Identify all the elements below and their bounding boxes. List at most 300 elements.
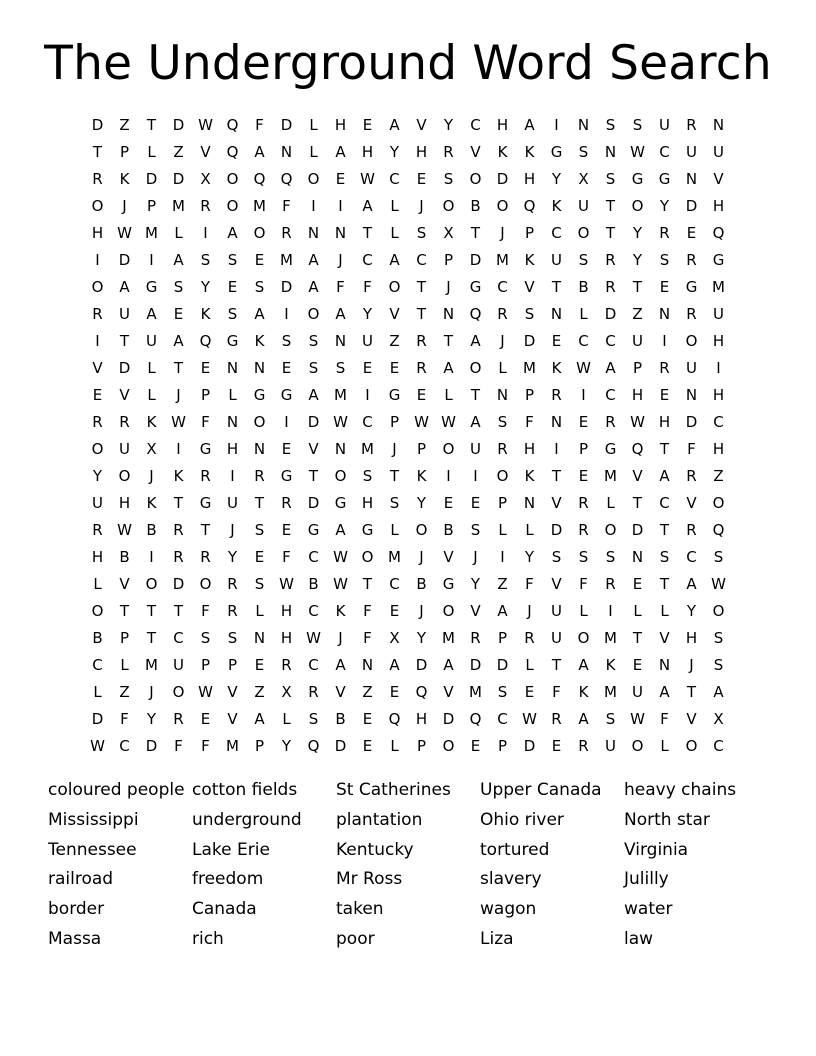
grid-letter: C <box>308 601 319 620</box>
grid-letter: T <box>659 439 670 458</box>
grid-letter: G <box>334 493 347 512</box>
grid-letter: U <box>659 115 670 134</box>
grid-letter: L <box>444 385 453 404</box>
grid-letter: R <box>173 520 184 539</box>
grid-letter: E <box>416 385 427 404</box>
grid-letter: Q <box>631 439 644 458</box>
grid-letter: E <box>227 277 238 296</box>
grid-letter: T <box>443 331 454 350</box>
grid-letter: R <box>173 547 184 566</box>
grid-letter: I <box>662 331 667 350</box>
grid-letter: V <box>686 493 697 512</box>
grid-letter: P <box>227 655 238 674</box>
grid-letter: L <box>660 736 669 755</box>
grid-letter: I <box>284 304 289 323</box>
grid-letter: A <box>308 385 319 404</box>
grid-letter: O <box>685 736 698 755</box>
grid-letter: Q <box>253 169 266 188</box>
grid-letter: H <box>712 196 725 215</box>
grid-letter: Z <box>119 682 130 701</box>
grid-letter: H <box>658 412 671 431</box>
grid-letter: W <box>171 412 186 431</box>
grid-letter: T <box>173 358 184 377</box>
grid-letter: R <box>659 223 670 242</box>
grid-letter: R <box>578 736 589 755</box>
grid-letter: E <box>578 412 589 431</box>
grid-letter: H <box>118 493 131 512</box>
word-list-item: Julilly <box>624 869 669 890</box>
grid-letter: V <box>227 682 238 701</box>
grid-letter: R <box>92 169 103 188</box>
grid-letter: G <box>307 520 320 539</box>
grid-letter: R <box>551 385 562 404</box>
grid-letter: U <box>632 331 643 350</box>
word-list-item: underground <box>192 809 302 830</box>
grid-letter: D <box>172 574 185 593</box>
word-list-item: poor <box>336 928 375 949</box>
grid-letter: E <box>335 169 346 188</box>
grid-letter: Q <box>199 331 212 350</box>
grid-letter: Q <box>523 196 536 215</box>
grid-letter: I <box>203 223 208 242</box>
grid-letter: U <box>551 628 562 647</box>
word-list-item: Ohio river <box>480 809 564 830</box>
grid-letter: K <box>146 493 157 512</box>
grid-letter: S <box>281 331 292 350</box>
grid-letter: P <box>497 736 508 755</box>
grid-letter: Q <box>712 520 725 539</box>
grid-letter: B <box>443 520 454 539</box>
grid-letter: A <box>605 358 616 377</box>
grid-letter: E <box>200 709 211 728</box>
grid-letter: S <box>227 304 238 323</box>
grid-letter: A <box>470 331 481 350</box>
grid-letter: C <box>605 331 616 350</box>
grid-letter: F <box>363 628 372 647</box>
grid-letter: I <box>95 250 100 269</box>
grid-letter: Y <box>389 142 400 161</box>
grid-letter: L <box>309 115 318 134</box>
grid-letter: A <box>119 277 130 296</box>
grid-letter: C <box>551 223 562 242</box>
grid-letter: J <box>500 223 505 242</box>
grid-letter: L <box>147 358 156 377</box>
grid-letter: R <box>686 466 697 485</box>
grid-letter: M <box>469 682 482 701</box>
grid-letter: U <box>686 358 697 377</box>
grid-letter: S <box>713 628 724 647</box>
grid-letter: T <box>659 520 670 539</box>
grid-letter: O <box>145 574 158 593</box>
grid-letter: Z <box>497 574 508 593</box>
grid-letter: Y <box>416 493 427 512</box>
grid-letter: J <box>230 520 235 539</box>
grid-letter: P <box>497 493 508 512</box>
grid-letter: A <box>497 601 508 620</box>
grid-letter: E <box>551 331 562 350</box>
grid-letter: I <box>473 466 478 485</box>
grid-letter: A <box>173 250 184 269</box>
grid-letter: O <box>469 358 482 377</box>
grid-letter: F <box>687 439 696 458</box>
grid-letter: F <box>282 196 291 215</box>
grid-letter: N <box>334 439 347 458</box>
grid-letter: P <box>200 385 211 404</box>
grid-letter: H <box>712 385 725 404</box>
grid-letter: R <box>308 682 319 701</box>
grid-letter: O <box>91 196 104 215</box>
grid-letter: D <box>91 709 104 728</box>
word-list-item: coloured people <box>48 780 185 800</box>
grid-letter: V <box>308 439 319 458</box>
grid-letter: H <box>685 628 698 647</box>
grid-letter: O <box>631 196 644 215</box>
grid-letter: W <box>198 682 213 701</box>
grid-letter: S <box>362 466 373 485</box>
grid-letter: V <box>686 709 697 728</box>
grid-letter: P <box>632 358 643 377</box>
grid-letter: U <box>578 196 589 215</box>
grid-letter: O <box>712 601 725 620</box>
grid-letter: K <box>551 358 562 377</box>
word-list-item: heavy chains <box>624 780 737 800</box>
word-list-item: water <box>624 899 673 920</box>
grid-letter: W <box>441 412 456 431</box>
grid-letter: P <box>146 196 157 215</box>
grid-letter: A <box>659 466 670 485</box>
grid-letter: N <box>685 385 698 404</box>
grid-letter: S <box>605 169 616 188</box>
grid-letter: N <box>226 358 239 377</box>
grid-letter: D <box>334 736 347 755</box>
grid-letter: Q <box>226 142 239 161</box>
grid-letter: L <box>390 196 399 215</box>
grid-letter: J <box>689 655 694 674</box>
grid-letter: Y <box>551 169 562 188</box>
grid-letter: T <box>146 601 157 620</box>
grid-letter: E <box>200 358 211 377</box>
grid-letter: I <box>554 115 559 134</box>
grid-letter: S <box>578 250 589 269</box>
grid-letter: M <box>523 358 536 377</box>
grid-letter: E <box>416 169 427 188</box>
grid-letter: T <box>470 385 481 404</box>
grid-letter: P <box>497 628 508 647</box>
grid-letter: A <box>470 412 481 431</box>
grid-letter: L <box>120 655 129 674</box>
grid-letter: T <box>416 277 427 296</box>
grid-letter: F <box>201 412 210 431</box>
grid-letter: N <box>253 439 266 458</box>
grid-letter: Z <box>173 142 184 161</box>
word-list-item: wagon <box>480 899 537 920</box>
grid-letter: O <box>334 466 347 485</box>
grid-letter: W <box>117 223 132 242</box>
word-list-item: railroad <box>48 869 114 890</box>
grid-letter: F <box>282 547 291 566</box>
grid-letter: A <box>254 142 265 161</box>
grid-letter: T <box>308 466 319 485</box>
grid-letter: E <box>92 385 103 404</box>
grid-letter: A <box>173 331 184 350</box>
grid-letter: P <box>416 736 427 755</box>
grid-letter: Y <box>200 277 211 296</box>
grid-letter: H <box>712 439 725 458</box>
grid-letter: J <box>419 601 424 620</box>
grid-letter: E <box>362 358 373 377</box>
grid-letter: N <box>523 493 536 512</box>
grid-letter: R <box>92 520 103 539</box>
grid-letter: G <box>469 277 482 296</box>
grid-letter: P <box>578 439 589 458</box>
grid-letter: G <box>658 169 671 188</box>
word-list-item: Lake Erie <box>192 839 270 860</box>
grid-letter: R <box>605 574 616 593</box>
grid-letter: I <box>446 466 451 485</box>
grid-letter: N <box>631 547 644 566</box>
grid-letter: H <box>712 331 725 350</box>
grid-letter: A <box>335 520 346 539</box>
grid-letter: D <box>604 304 617 323</box>
grid-letter: I <box>554 439 559 458</box>
grid-letter: C <box>713 412 724 431</box>
grid-letter: Y <box>92 466 103 485</box>
grid-letter: R <box>605 250 616 269</box>
grid-letter: V <box>389 304 400 323</box>
grid-letter: C <box>470 115 481 134</box>
grid-letter: H <box>496 115 509 134</box>
word-list-item: Mississippi <box>48 809 139 830</box>
grid-letter: E <box>389 601 400 620</box>
grid-letter: G <box>145 277 158 296</box>
grid-letter: I <box>500 547 505 566</box>
grid-letter: V <box>416 115 427 134</box>
grid-letter: S <box>578 547 589 566</box>
grid-letter: Q <box>415 682 428 701</box>
grid-letter: V <box>227 709 238 728</box>
grid-letter: C <box>686 547 697 566</box>
grid-letter: C <box>389 574 400 593</box>
grid-letter: R <box>551 709 562 728</box>
grid-letter: O <box>685 331 698 350</box>
grid-letter: D <box>280 277 293 296</box>
grid-letter: C <box>119 736 130 755</box>
word-list-item: freedom <box>192 869 264 890</box>
grid-letter: S <box>308 358 319 377</box>
grid-letter: R <box>605 277 616 296</box>
grid-letter: D <box>415 655 428 674</box>
grid-letter: C <box>362 412 373 431</box>
grid-letter: T <box>119 331 130 350</box>
grid-letter: H <box>334 115 347 134</box>
grid-letter: P <box>200 655 211 674</box>
grid-letter: E <box>443 493 454 512</box>
grid-letter: W <box>360 169 375 188</box>
grid-letter: W <box>711 574 726 593</box>
grid-letter: T <box>632 493 643 512</box>
grid-letter: J <box>473 547 478 566</box>
grid-letter: S <box>497 682 508 701</box>
grid-letter: J <box>392 439 397 458</box>
grid-letter: C <box>308 655 319 674</box>
grid-letter: A <box>578 709 589 728</box>
grid-letter: S <box>200 628 211 647</box>
grid-letter: R <box>686 250 697 269</box>
grid-letter: V <box>551 493 562 512</box>
grid-letter: O <box>307 304 320 323</box>
grid-letter: F <box>525 412 534 431</box>
grid-letter: S <box>605 115 616 134</box>
grid-letter: O <box>631 736 644 755</box>
word-list-item: Tennessee <box>48 839 137 860</box>
grid-letter: F <box>660 709 669 728</box>
grid-letter: I <box>365 385 370 404</box>
grid-letter: L <box>633 601 642 620</box>
grid-letter: N <box>550 412 563 431</box>
grid-letter: R <box>281 223 292 242</box>
grid-letter: H <box>226 439 239 458</box>
grid-letter: R <box>227 601 238 620</box>
grid-letter: D <box>442 709 455 728</box>
grid-letter: N <box>226 412 239 431</box>
grid-letter: A <box>578 655 589 674</box>
grid-letter: W <box>198 115 213 134</box>
grid-letter: R <box>281 655 292 674</box>
grid-letter: T <box>416 304 427 323</box>
grid-letter: I <box>338 196 343 215</box>
grid-letter: B <box>119 547 130 566</box>
grid-letter: T <box>173 601 184 620</box>
grid-letter: U <box>605 736 616 755</box>
grid-letter: N <box>550 304 563 323</box>
grid-letter: L <box>228 385 237 404</box>
grid-letter: T <box>146 628 157 647</box>
word-list <box>48 776 768 955</box>
grid-letter: X <box>443 223 454 242</box>
word-list-item: North star <box>624 809 710 830</box>
grid-letter: H <box>91 547 104 566</box>
grid-letter: S <box>389 493 400 512</box>
grid-letter: S <box>443 169 454 188</box>
word-list-item: border <box>48 899 105 920</box>
grid-letter: D <box>631 520 644 539</box>
grid-letter: W <box>306 628 321 647</box>
grid-letter: D <box>469 655 482 674</box>
grid-letter: A <box>335 142 346 161</box>
grid-letter: S <box>308 331 319 350</box>
grid-letter: L <box>390 223 399 242</box>
grid-letter: Y <box>281 736 292 755</box>
grid-letter: C <box>659 142 670 161</box>
grid-letter: O <box>442 196 455 215</box>
grid-letter: M <box>496 250 509 269</box>
grid-letter: N <box>658 655 671 674</box>
grid-letter: Z <box>713 466 724 485</box>
grid-letter: F <box>255 115 264 134</box>
grid-letter: O <box>442 736 455 755</box>
grid-letter: O <box>91 601 104 620</box>
grid-letter: V <box>443 682 454 701</box>
grid-letter: B <box>146 520 157 539</box>
grid-letter: E <box>254 547 265 566</box>
grid-letter: D <box>685 412 698 431</box>
grid-letter: B <box>92 628 103 647</box>
grid-letter: S <box>200 250 211 269</box>
grid-letter: D <box>469 250 482 269</box>
grid-letter: M <box>280 250 293 269</box>
grid-letter: T <box>470 223 481 242</box>
grid-letter: S <box>254 277 265 296</box>
grid-letter: W <box>630 142 645 161</box>
grid-letter: U <box>119 439 130 458</box>
grid-letter: S <box>632 115 643 134</box>
grid-letter: X <box>200 169 211 188</box>
grid-letter: V <box>470 142 481 161</box>
grid-letter: M <box>604 682 617 701</box>
grid-letter: I <box>311 196 316 215</box>
grid-letter: A <box>308 250 319 269</box>
grid-letter: L <box>525 520 534 539</box>
grid-letter: S <box>335 358 346 377</box>
grid-letter: E <box>659 277 670 296</box>
grid-letter: H <box>415 709 428 728</box>
grid-letter: T <box>686 682 697 701</box>
grid-letter: I <box>230 466 235 485</box>
grid-letter: S <box>524 304 535 323</box>
grid-letter: X <box>578 169 589 188</box>
grid-letter: J <box>419 547 424 566</box>
grid-letter: D <box>172 169 185 188</box>
grid-letter: O <box>253 412 266 431</box>
grid-letter: R <box>605 412 616 431</box>
grid-letter: D <box>145 169 158 188</box>
grid-letter: R <box>578 493 589 512</box>
grid-letter: K <box>119 169 130 188</box>
grid-letter: T <box>605 196 616 215</box>
grid-letter: D <box>307 493 320 512</box>
grid-letter: E <box>173 304 184 323</box>
grid-letter: L <box>390 520 399 539</box>
grid-letter: A <box>713 682 724 701</box>
grid-letter: T <box>200 520 211 539</box>
grid-letter: B <box>470 196 481 215</box>
grid-letter: G <box>388 385 401 404</box>
grid-letter: Q <box>469 709 482 728</box>
grid-letter: S <box>254 574 265 593</box>
grid-letter: N <box>253 358 266 377</box>
grid-letter: L <box>282 709 291 728</box>
grid-letter: E <box>389 358 400 377</box>
grid-letter: A <box>146 304 157 323</box>
grid-letter: T <box>389 466 400 485</box>
grid-letter: W <box>333 574 348 593</box>
grid-letter: E <box>632 574 643 593</box>
grid-letter: R <box>92 412 103 431</box>
grid-letter: M <box>604 466 617 485</box>
grid-letter: K <box>551 196 562 215</box>
grid-letter: A <box>254 709 265 728</box>
grid-letter: G <box>604 439 617 458</box>
grid-letter: V <box>524 277 535 296</box>
grid-letter: X <box>389 628 400 647</box>
grid-letter: Y <box>362 304 373 323</box>
grid-letter: H <box>361 493 374 512</box>
grid-letter: D <box>118 250 131 269</box>
grid-letter: A <box>254 304 265 323</box>
grid-letter: R <box>497 304 508 323</box>
grid-letter: E <box>362 115 373 134</box>
grid-letter: C <box>578 331 589 350</box>
